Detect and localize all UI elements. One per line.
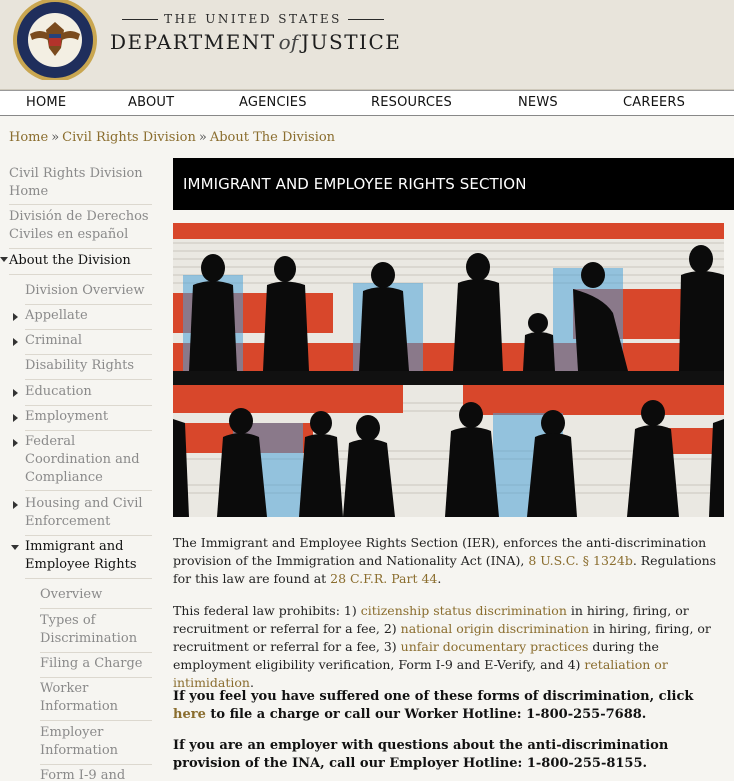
nav-home[interactable]: HOME	[26, 95, 67, 110]
sidebar-item-disability-rights[interactable]: Disability Rights	[25, 358, 135, 373]
sidebar-item-employer-information[interactable]: Employer Information	[40, 725, 119, 758]
breadcrumb	[9, 130, 335, 145]
sidebar-item-crd-home[interactable]: Civil Rights Division Home	[9, 166, 143, 199]
breadcrumb-separator: »	[51, 130, 60, 145]
national-origin-link[interactable]: national origin discrimination	[400, 621, 590, 636]
nav-agencies[interactable]: AGENCIES	[239, 95, 307, 110]
nav-careers[interactable]: CAREERS	[623, 95, 686, 110]
sidebar-item-division-overview[interactable]: Division Overview	[25, 283, 145, 298]
sidebar-item-types-of-discrimination[interactable]: Types of Discrimination	[40, 613, 138, 646]
doj-seal-logo[interactable]	[12, 0, 98, 80]
expanded-icon	[0, 257, 8, 262]
cfr-part44-link[interactable]: 28 C.F.R. Part 44	[330, 571, 438, 586]
sidebar-item-education[interactable]: Education	[25, 384, 92, 399]
sidebar-item-employment[interactable]: Employment	[25, 409, 109, 424]
prohibitions-paragraph: This federal law prohibits: 1) citizenship status discrimination in hiring, firing, or recruitment or referral for a fee, 2) national origin discrimination in hiring, firing, or recruitment or referral for a fee, 3) unfair documentary practices during the employment eligibility verification, Form I-9 and E-Verify, and 4) retaliation or intimidation.	[173, 603, 711, 690]
sidebar-item-about[interactable]: About the Division	[9, 253, 131, 268]
intro-paragraph: The Immigrant and Employee Rights Section (IER), enforces the anti-discrimination provision of the Immigration and Nationality Act (INA), 8 U.S.C. § 1324b. Regulations for this law are found at 28 C.F.R. Part 44.	[173, 535, 717, 586]
collapsed-icon	[13, 414, 18, 422]
sidebar-item-housing[interactable]: Housing and Civil Enforcement	[25, 496, 143, 529]
sidebar-item-federal-coordination[interactable]: Federal Coordination and Compliance	[25, 434, 140, 485]
nav-news[interactable]: NEWS	[518, 95, 558, 110]
sidebar-item-form-i9[interactable]: Form I-9 and	[40, 768, 126, 781]
breadcrumb-about[interactable]: About The Division	[209, 130, 336, 145]
hero-image	[173, 223, 724, 517]
collapsed-icon	[13, 389, 18, 397]
brand-of: of	[278, 30, 299, 54]
sidebar-item-filing-a-charge[interactable]: Filing a Charge	[40, 656, 143, 671]
citizenship-discrimination-link[interactable]: citizenship status discrimination	[360, 603, 567, 618]
nav-about[interactable]: ABOUT	[128, 95, 175, 110]
worker-hotline-paragraph: If you feel you have suffered one of these forms of discrimination, click here to file a charge or call our Worker Hotline: 1-800-255-7688.	[173, 689, 694, 722]
masthead	[0, 0, 734, 90]
collapsed-icon	[13, 313, 18, 321]
usc-1324b-link[interactable]: 8 U.S.C. § 1324b	[528, 553, 633, 568]
employer-hotline-paragraph: If you are an employer with questions about the anti-discrimination provision of the INA, call our Employer Hotline: 1-800-255-8155.	[173, 738, 669, 771]
sidebar-item-worker-information[interactable]: Worker Information	[40, 681, 119, 714]
collapsed-icon	[13, 501, 18, 509]
nav-resources[interactable]: RESOURCES	[371, 95, 452, 110]
collapsed-icon	[13, 338, 18, 346]
expanded-icon	[11, 545, 19, 550]
breadcrumb-civil-rights[interactable]: Civil Rights Division	[62, 130, 196, 145]
brand-department: DEPARTMENT	[110, 30, 276, 54]
section-title: IMMIGRANT AND EMPLOYEE RIGHTS SECTION	[183, 175, 527, 193]
file-charge-here-link[interactable]: here	[173, 707, 206, 722]
brand-top-line: THE UNITED STATES	[110, 12, 396, 26]
sidebar-item-criminal[interactable]: Criminal	[25, 333, 83, 348]
breadcrumb-home[interactable]: Home	[9, 130, 49, 145]
sidebar-item-overview[interactable]: Overview	[40, 587, 103, 602]
breadcrumb-separator: »	[198, 130, 207, 145]
brand-title[interactable]	[110, 30, 401, 54]
sidebar-item-espanol[interactable]: División de Derechos Civiles en español	[9, 209, 149, 242]
sidebar-item-appellate[interactable]: Appellate	[25, 308, 88, 323]
documentary-practices-link[interactable]: unfair documentary practices	[400, 639, 589, 654]
collapsed-icon	[13, 439, 18, 447]
retaliation-link[interactable]: retaliation or intimidation	[173, 657, 668, 690]
section-title-bar	[173, 158, 734, 210]
brand-justice: JUSTICE	[301, 30, 402, 54]
sidebar-item-immigrant-employee-rights[interactable]: Immigrant and Employee Rights	[25, 539, 137, 572]
top-nav	[0, 90, 734, 116]
